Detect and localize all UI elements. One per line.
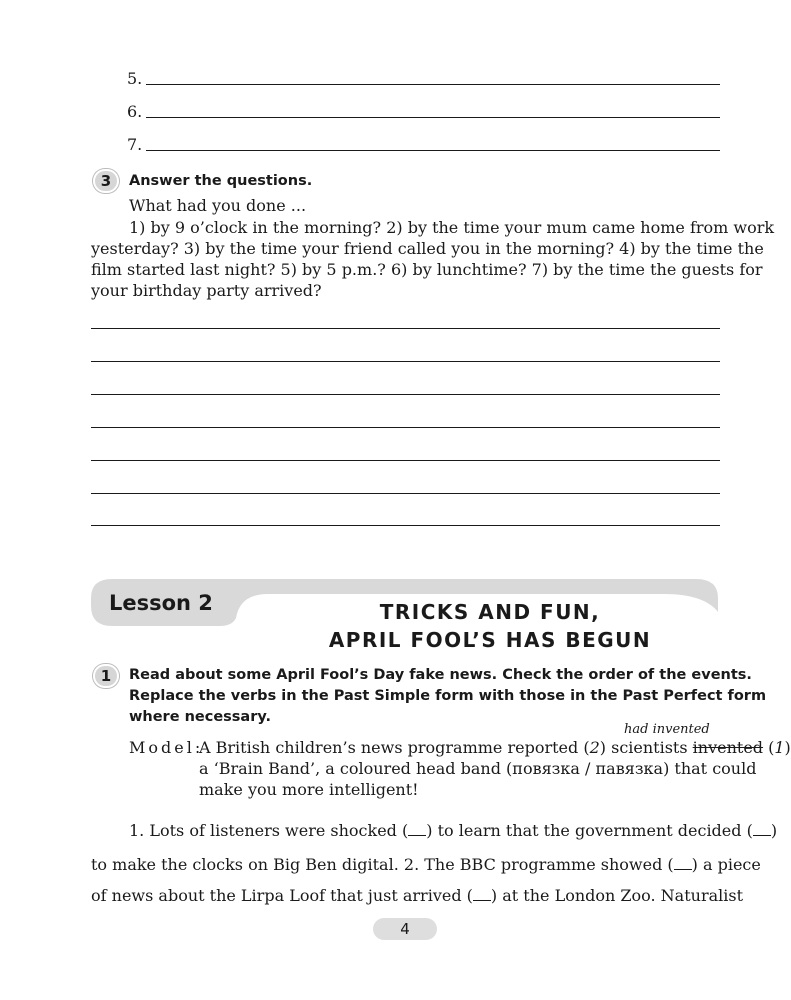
- lesson-title-line-2: APRIL FOOL’S HAS BEGUN: [328, 628, 652, 652]
- order-blank[interactable]: [408, 823, 426, 836]
- model-text-part: (: [763, 738, 775, 757]
- line-number: 6.: [127, 102, 143, 121]
- model-line: [199, 737, 791, 758]
- model-text: [199, 737, 791, 800]
- order-blank[interactable]: [753, 823, 771, 836]
- exercise-heading-line: where necessary.: [129, 709, 271, 725]
- question-line: 1) by 9 o’clock in the morning? 2) by the time your mum came home from work: [129, 218, 775, 237]
- story-text: ): [770, 821, 778, 840]
- exercise-heading: Answer the questions.: [129, 173, 313, 189]
- order-blank[interactable]: [674, 857, 692, 870]
- lesson-title-line-1: TRICKS AND FUN,: [379, 600, 601, 624]
- line-number: 7.: [127, 135, 143, 154]
- line-number: 5.: [127, 69, 143, 88]
- model-number: 1: [774, 738, 785, 757]
- order-blank[interactable]: [473, 888, 491, 901]
- page-number: 4: [373, 918, 437, 940]
- question-line: film started last night? 5) by 5 p.m.? 6) by lunchtime? 7) by the time the guests for: [91, 260, 763, 279]
- question-line: your birthday party arrived?: [91, 281, 322, 300]
- story-text: to make the clocks on Big Ben digital. 2. The BBC programme showed (: [91, 855, 674, 874]
- model-text-part: ) scientists: [599, 738, 693, 757]
- story-text: ) a piece: [691, 855, 761, 874]
- exercise-prompt: What had you done ...: [129, 196, 307, 215]
- exercise-heading-line: Replace the verbs in the Past Simple form with those in the Past Perfect form: [129, 688, 767, 704]
- exercise-number-badge: 3: [93, 169, 119, 193]
- model-correction: had invented: [624, 722, 710, 737]
- question-line: yesterday? 3) by the time your friend called you in the morning? 4) by the time the: [91, 239, 764, 258]
- exercise-number-badge: 1: [93, 664, 119, 688]
- exercise-heading-line: Read about some April Fool’s Day fake news. Check the order of the events.: [129, 667, 752, 683]
- story-text: ) at the London Zoo. Naturalist: [490, 886, 744, 905]
- story-line: [91, 886, 744, 905]
- story-line: [91, 821, 778, 840]
- story-line: [91, 855, 761, 874]
- story-text: 1. Lots of listeners were shocked (: [129, 821, 409, 840]
- model-line: a ‘Brain Band’, a coloured head band (повязка / павязка) that could: [199, 759, 757, 778]
- model-number: 2: [589, 738, 600, 757]
- story-text: of news about the Lirpa Loof that just arrived (: [91, 886, 473, 905]
- model-text-part: A British children’s news programme reported (: [199, 738, 590, 757]
- model-line: make you more intelligent!: [199, 780, 419, 799]
- model-label: Model:: [129, 738, 204, 757]
- lesson-label: Lesson 2: [109, 591, 213, 615]
- model-text-part: ): [784, 738, 791, 757]
- struck-verb: invented: [692, 738, 764, 757]
- story-text: ) to learn that the government decided (: [426, 821, 753, 840]
